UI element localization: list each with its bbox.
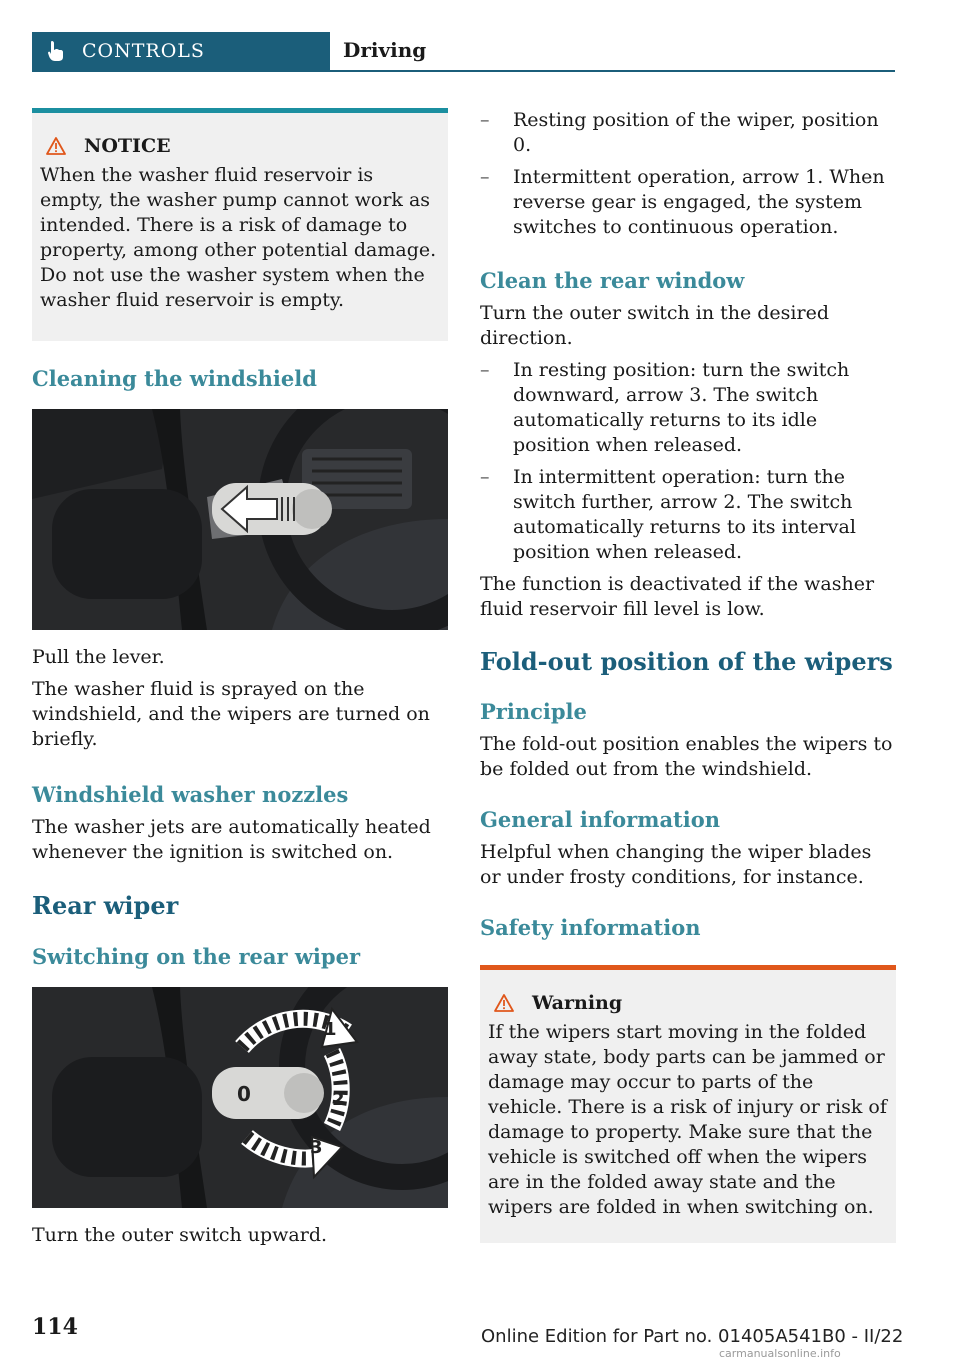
chapter-title: Driving — [343, 38, 427, 62]
section-tab — [32, 32, 330, 70]
right-column — [480, 108, 896, 1243]
switch-label-0: 0 — [237, 1082, 251, 1106]
notice-body: When the washer fluid reservoir is empty, the washer pump cannot work as intended. There is a risk of damage to property, among other potential damage. Do not use the washer system when the washer fluid reservoir is empty. — [40, 164, 437, 311]
rear-wiper-switch-photo — [32, 987, 448, 1208]
warning-title: Warning — [532, 992, 623, 1014]
watermark: carmanualsonline.info — [719, 1347, 841, 1360]
fold-out-heading: Fold-out position of the wipers — [480, 647, 893, 676]
notice-title: NOTICE — [84, 135, 171, 157]
switching-paragraph: Turn the outer switch upward. — [32, 1224, 328, 1246]
warning-header — [488, 992, 888, 1014]
nozzles-paragraph: The washer jets are automatically heated whenever the ignition is switched on. — [32, 816, 431, 863]
page-header — [32, 32, 895, 72]
cleaning-windshield-heading: Cleaning the windshield — [32, 366, 317, 391]
left-column — [32, 108, 448, 1248]
general-information-heading: General information — [480, 807, 721, 832]
edition-note: Online Edition for Part no. 01405A541B0 - II/22 — [481, 1326, 904, 1347]
general-paragraph: Helpful when changing the wiper blades or under frosty conditions, for instance. — [480, 841, 872, 888]
bullet-intermittent: – Intermittent operation, arrow 1. When reverse gear is engaged, the system switches to continuous operation. — [480, 165, 896, 240]
notice-box — [32, 108, 448, 341]
warning-body: If the wipers start moving in the folded away state, body parts can be jammed or damage may occur to parts of the vehicle. There is a risk of injury or risk of damage to property. Make sure that the vehicle is switched off when the wipers are in the folded away state and the wipers are folded in when switching on. — [488, 1021, 887, 1218]
windshield-lever-photo — [32, 409, 448, 630]
section-label: CONTROLS — [82, 40, 205, 62]
nozzles-heading: Windshield washer nozzles — [32, 782, 349, 807]
cleaning-paragraph-1: Pull the lever. — [32, 646, 165, 668]
page-number: 114 — [32, 1314, 78, 1340]
arrow-label-2: 2 — [332, 1089, 345, 1110]
arrow-label-1: 1 — [324, 1019, 337, 1040]
clean-rear-window-heading: Clean the rear window — [480, 268, 745, 293]
bullet-intermittent-turn: – In intermittent operation: turn the switch further, arrow 2. The switch automatically returns to its interval position when released. — [480, 465, 896, 565]
warning-box — [480, 965, 896, 1243]
warning-triangle-icon — [494, 994, 514, 1012]
rear-wiper-heading: Rear wiper — [32, 891, 179, 920]
bullet-resting-position: – Resting position of the wiper, position 0. — [480, 108, 896, 158]
notice-header — [40, 135, 440, 157]
pointing-hand-icon — [46, 40, 66, 62]
cleaning-paragraph-2: The washer fluid is sprayed on the windshield, and the wipers are turned on briefly. — [32, 678, 430, 750]
warning-triangle-icon — [46, 137, 66, 155]
arrow-label-3: 3 — [310, 1137, 323, 1158]
deactivated-paragraph: The function is deactivated if the washer fluid reservoir fill level is low. — [480, 573, 875, 620]
safety-information-heading: Safety information — [480, 915, 701, 940]
principle-paragraph: The fold-out position enables the wipers to be folded out from the windshield. — [480, 733, 893, 780]
clean-paragraph: Turn the outer switch in the desired direction. — [480, 302, 829, 349]
bullet-resting-turn: – In resting position: turn the switch downward, arrow 3. The switch automatically returns to its idle position when released. — [480, 358, 896, 458]
principle-heading: Principle — [480, 699, 587, 724]
switching-rear-wiper-heading: Switching on the rear wiper — [32, 944, 361, 969]
